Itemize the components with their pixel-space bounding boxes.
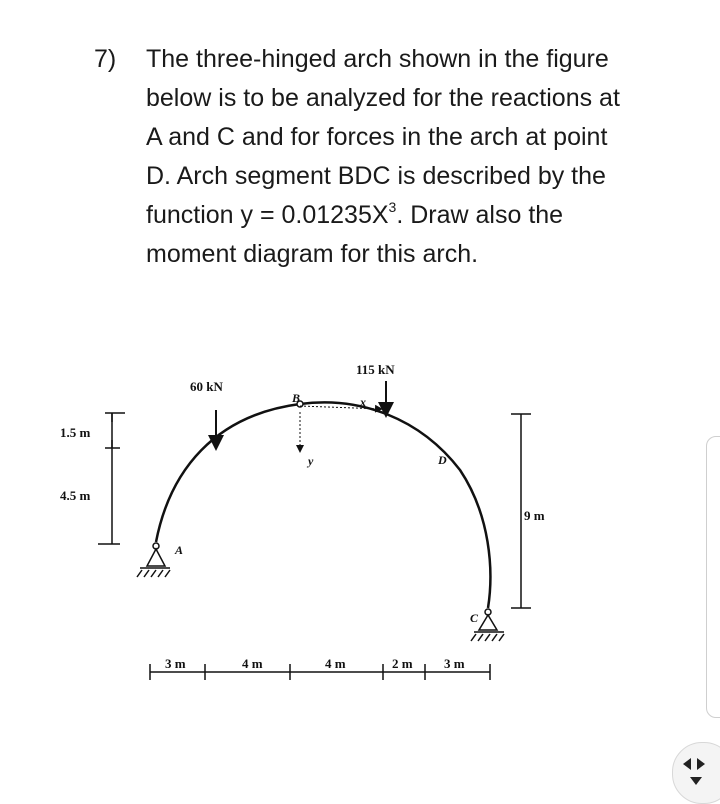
height-label-2: 4.5 m [60,488,91,503]
function-text: function y = 0.01235X [146,201,389,229]
height-label-3: 9 m [524,508,545,523]
support-a [137,543,170,577]
point-d-label: D [438,453,447,467]
left-dimension [98,413,125,544]
question-line-4: D. Arch segment BDC is described by the [146,162,606,190]
point-b-label: B [292,391,301,405]
arch-curve [156,402,490,608]
point-a-label: A [175,543,184,557]
function-exponent: 3 [388,198,397,215]
down-arrow-icon[interactable] [690,777,702,785]
span-label-2: 4 m [242,656,263,671]
navigation-control[interactable] [672,742,720,804]
load-label-60: 60 kN [190,379,223,394]
span-label-4: 2 m [392,656,413,671]
span-label-5: 3 m [444,656,465,671]
side-panel-edge[interactable] [706,436,720,718]
height-label-1: 1.5 m [60,425,91,440]
function-tail: . Draw also the [396,201,564,229]
span-label-1: 3 m [165,656,186,671]
load-label-115: 115 kN [356,362,395,377]
bottom-dimension [150,664,490,680]
span-label-3: 4 m [325,656,346,671]
question-line-6: moment diagram for this arch. [146,240,479,268]
y-axis-label: y [308,454,314,468]
question-line-3: A and C and for forces in the arch at point [146,123,608,151]
point-c-label: C [470,611,479,625]
question-line-2: below is to be analyzed for the reactions at [146,84,620,112]
right-arrow-icon[interactable] [697,758,705,770]
question-line-1: The three-hinged arch shown in the figure [146,45,609,73]
left-arrow-icon[interactable] [683,758,691,770]
x-axis-label: x [360,395,366,409]
question-number: 7) [94,45,117,73]
